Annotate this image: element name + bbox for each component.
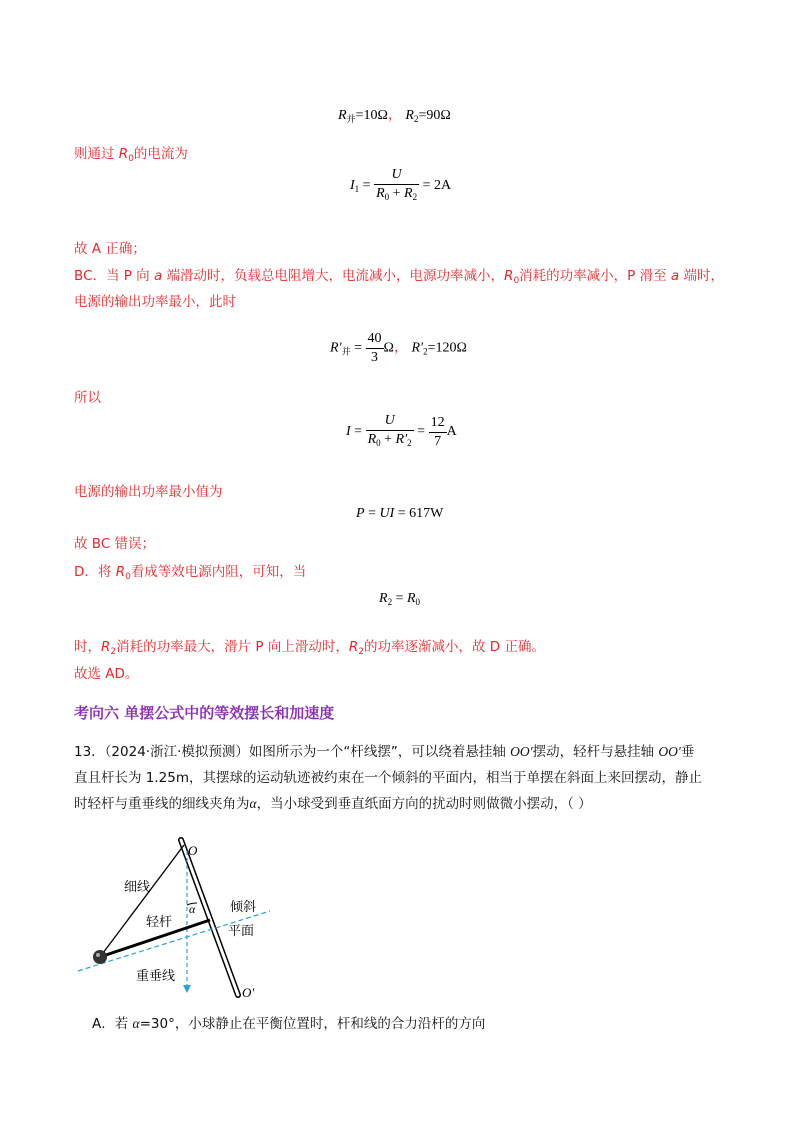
label-incline-1: 倾斜 bbox=[230, 900, 257, 915]
text-bc-analysis: BC．当 P 向 a 端滑动时，负载总电阻增大，电流减小，电源功率减小，$R_0$消耗的功率减小，P 滑至 a 端时， bbox=[74, 268, 724, 286]
incline-plane-dashed-line bbox=[78, 911, 270, 971]
section-heading: 考向六 单摆公式中的等效摆长和加速度 bbox=[74, 704, 335, 722]
label-o: O bbox=[188, 843, 198, 858]
equation-i1: $I_1$ = $\frac{U}{R_0 + R_2}$ = 2A bbox=[350, 167, 451, 205]
label-incline-2: 平面 bbox=[228, 924, 255, 939]
thin-line bbox=[100, 845, 184, 957]
equation-r-prime: $R'_并$ = $\frac{40}{3}$ Ω， $R'_2=120\Omega$ bbox=[330, 331, 467, 365]
text-answer-ad: 故选 AD。 bbox=[74, 666, 139, 682]
question-13-line1: 13．（2024·浙江·模拟预测）如图所示为一个“杆线摆”，可以绕着悬挂轴 OO′摆动，轻杆与悬挂轴 OO′垂 bbox=[74, 744, 695, 760]
label-thin-line: 细线 bbox=[124, 880, 151, 895]
question-13-line2: 直且杆长为 1.25m，其摆球的运动轨迹被约束在一个倾斜的平面内，相当于单摆在斜面上来回摆动，静止 bbox=[74, 770, 702, 786]
pendulum-figure bbox=[60, 835, 280, 1010]
question-13-line3: 时轻杆与重垂线的细线夹角为α，当小球受到垂直纸面方向的扰动时则做微小摆动，（ ） bbox=[74, 796, 592, 812]
question-13 bbox=[74, 739, 744, 817]
fraction-i1: $\frac{U}{R_0 + R_2}$ bbox=[376, 167, 418, 202]
label-alpha: α bbox=[189, 902, 196, 916]
label-o-prime: O′ bbox=[242, 985, 255, 1000]
plumb-arrow-head bbox=[183, 985, 191, 993]
pendulum-ball bbox=[93, 950, 107, 964]
fraction-12-7: $\frac{12}{7}$ bbox=[430, 414, 445, 449]
text-current-through-r0: 则通过 $R_0$的电流为 bbox=[74, 146, 188, 164]
text-so: 所以 bbox=[74, 390, 101, 406]
text-min-output-power-value: 电源的输出功率最小值为 bbox=[74, 484, 223, 500]
equation-i: I = $\frac{U}{R_0 + R'_2}$ = $\frac{12}{7}$ A bbox=[346, 413, 457, 451]
option-a: A．若 α=30°，小球静止在平衡位置时，杆和线的合力沿杆的方向 bbox=[92, 1016, 486, 1032]
text-min-output-power: 电源的输出功率最小，此时 bbox=[74, 294, 236, 310]
text-d-analysis: D．将 $R_0$看成等效电源内阻，可知，当 bbox=[74, 564, 307, 582]
fraction-40-3: $\frac{40}{3}$ bbox=[367, 331, 382, 365]
equation-p: P = UI = 617W bbox=[356, 506, 444, 521]
fraction-i: $\frac{U}{R_0 + R'_2}$ bbox=[367, 413, 412, 448]
label-plumb: 重垂线 bbox=[136, 969, 176, 984]
label-light-rod: 轻杆 bbox=[146, 915, 173, 930]
text-a-correct: 故 A 正确； bbox=[74, 241, 146, 257]
equation-r2-r0: $R_2 = R_0$ bbox=[379, 591, 421, 607]
equation-resistances: $R_并=10\Omega$， $R_2=90\Omega$ bbox=[338, 108, 451, 124]
text-d-conclusion: 时，$R_2$消耗的功率最大，滑片 P 向上滑动时，$R_2$的功率逐渐减小，故 D 正确。 bbox=[74, 639, 545, 657]
text-bc-wrong: 故 BC 错误； bbox=[74, 536, 156, 552]
